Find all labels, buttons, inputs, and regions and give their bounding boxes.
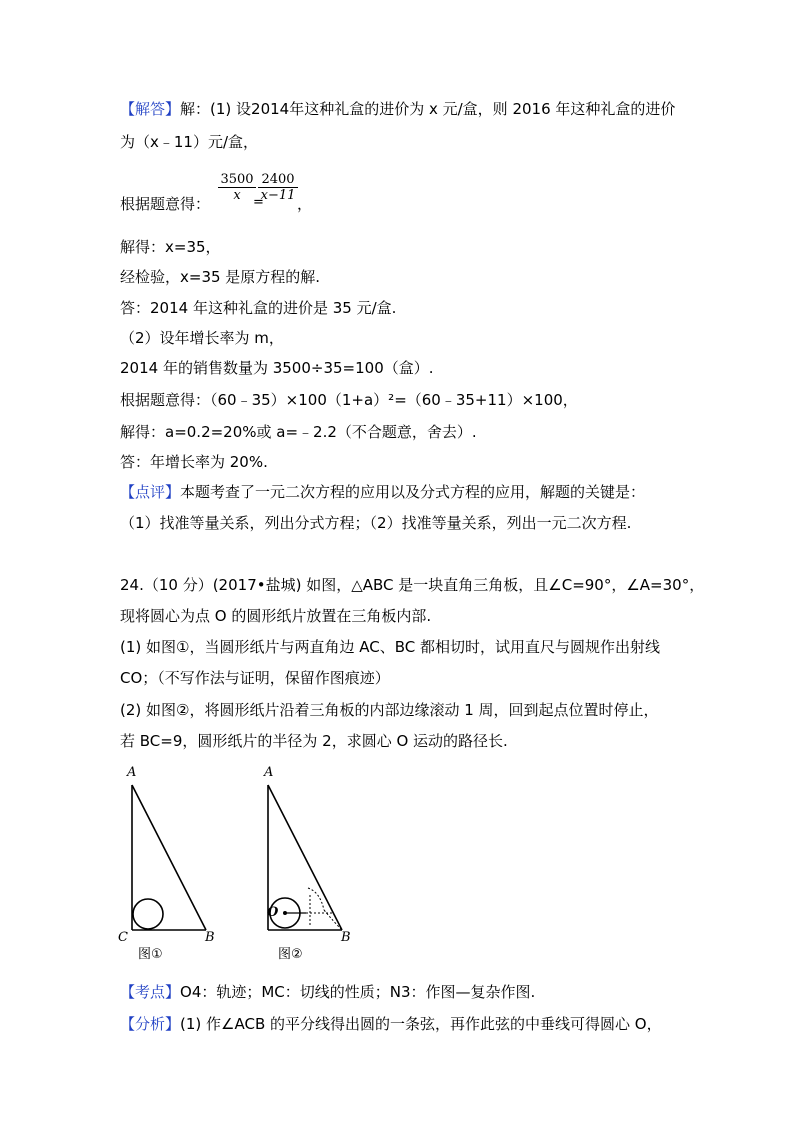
comment-line-2: （1）找准等量关系，列出分式方程；（2）找准等量关系，列出一元二次方程. xyxy=(120,514,632,532)
answer-tag: 【解答】 xyxy=(120,100,181,118)
figure-1-circle xyxy=(133,899,163,929)
figure-2-label-a: A xyxy=(264,765,274,780)
comment-text-1: 本题考查了一元二次方程的应用以及分式方程的应用，解题的关键是： xyxy=(180,483,646,501)
answer-line-4: 解得：x=35， xyxy=(120,238,221,256)
problem-line-2: 现将圆心为点 O 的圆形纸片放置在三角板内部. xyxy=(120,607,432,625)
figure-2-label-o: O xyxy=(267,905,279,920)
kaodian-line xyxy=(120,981,535,1003)
kaodian-text: O4：轨迹；MC：切线的性质；N3：作图—复杂作图. xyxy=(180,983,536,1001)
fraction-suffix: ， xyxy=(297,195,313,213)
figure-1-label-b: B xyxy=(205,930,215,945)
answer-line-7: （2）设年增长率为 m， xyxy=(120,329,284,347)
fraction-1 xyxy=(218,172,256,203)
answer-line-8: 2014 年的销售数量为 3500÷35=100（盒）. xyxy=(120,359,434,377)
answer-line-2: 为（x﹣11）元/盒， xyxy=(120,133,259,151)
comment-line-1 xyxy=(120,481,645,503)
figure-2-side-ab xyxy=(268,785,342,930)
answer-line-5: 经检验，x=35 是原方程的解. xyxy=(120,268,321,286)
fraction-2-numerator: 2400 xyxy=(258,172,298,188)
answer-line-10: 解得：a=0.2=20%或 a=﹣2.2（不合题意，舍去）. xyxy=(120,423,477,441)
figure-1-label-c: C xyxy=(118,930,128,945)
answer-text-1: 解：(1) 设2014年这种礼盒的进价为 x 元/盒，则 2016 年这种礼盒的进价 xyxy=(180,100,676,118)
problem-line-5: (2) 如图②，将圆形纸片沿着三角板的内部边缘滚动 1 周，回到起点位置时停止， xyxy=(120,701,659,719)
problem-line-4: CO；（不写作法与证明，保留作图痕迹） xyxy=(120,669,390,687)
fraction-2 xyxy=(258,172,298,203)
fraction-2-denominator: x−11 xyxy=(260,188,296,203)
problem-line-1: 24.（10 分）(2017•盐城) 如图，△ABC 是一块直角三角板，且∠C=90°，∠A=30°， xyxy=(120,576,705,594)
kaodian-tag: 【考点】 xyxy=(120,983,181,1001)
answer-line-6: 答：2014 年这种礼盒的进价是 35 元/盒. xyxy=(120,299,397,317)
figure-1-label-a: A xyxy=(127,765,137,780)
fenxi-line xyxy=(120,1013,662,1035)
figure-1-side-ab xyxy=(132,785,206,930)
answer-line-11: 答：年增长率为 20%. xyxy=(120,453,268,471)
figure-2-label-b: B xyxy=(341,930,351,945)
answer-line-9: 根据题意得：（60﹣35）×100（1+a）²=（60﹣35+11）×100， xyxy=(120,391,578,409)
answer-line-3-prefix: 根据题意得： xyxy=(120,195,211,213)
answer-line-1 xyxy=(120,98,675,120)
comment-tag: 【点评】 xyxy=(120,483,181,501)
figure-1-caption: 图① xyxy=(138,947,163,962)
fenxi-text: (1) 作∠ACB 的平分线得出圆的一条弦，再作此弦的中垂线可得圆心 O， xyxy=(180,1015,662,1033)
answer-line-3 xyxy=(120,193,210,215)
equals-sign: = xyxy=(253,195,264,210)
figure-2-caption: 图② xyxy=(278,947,303,962)
fraction-1-denominator: x xyxy=(233,188,241,203)
fenxi-tag: 【分析】 xyxy=(120,1015,181,1033)
problem-line-3: (1) 如图①，当圆形纸片与两直角边 AC、BC 都相切时，试用直尺与圆规作出射线 xyxy=(120,638,660,656)
fraction-1-numerator: 3500 xyxy=(218,172,256,188)
problem-line-6: 若 BC=9，圆形纸片的半径为 2，求圆心 O 运动的路径长. xyxy=(120,732,508,750)
